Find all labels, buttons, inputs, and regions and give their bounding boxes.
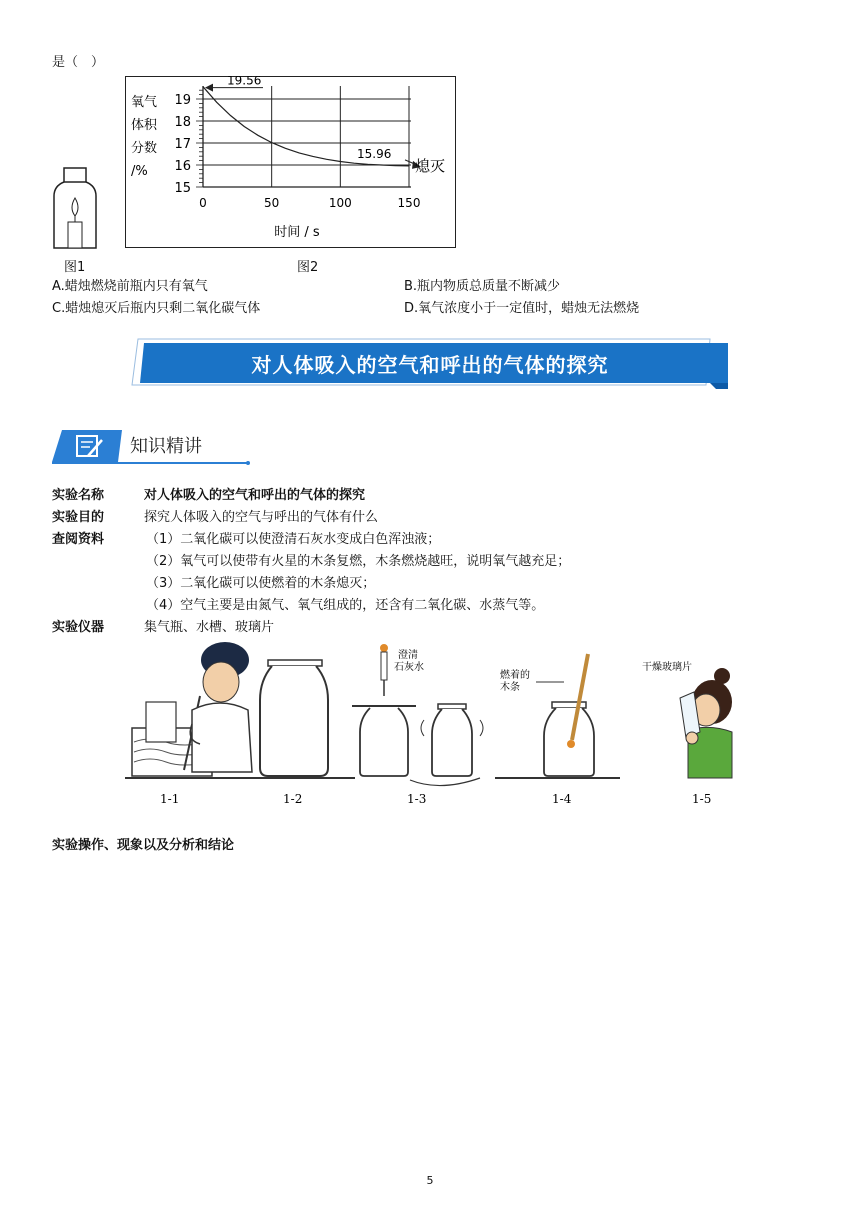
illustration-1-4 [495, 654, 620, 778]
candle-bottle-figure [50, 160, 100, 255]
x-tick-label: 150 [397, 196, 421, 210]
reference-item: （2）氧气可以使带有火星的木条复燃，木条燃烧越旺，说明氧气越充足； [146, 554, 571, 569]
apparatus-label: 实验仪器 [52, 620, 105, 635]
y-tick-label: 18 [174, 115, 191, 130]
option-b: B.瓶内物质总质量不断减少 [404, 279, 561, 294]
illustration-1-5 [642, 660, 732, 778]
subsection-title: 知识精讲 [130, 436, 202, 457]
page-number: 5 [426, 1174, 434, 1187]
x-tick-label: 100 [328, 196, 352, 210]
limewater-label: 石灰水 [394, 662, 424, 673]
illustration-caption: 1-4 [552, 792, 572, 806]
experiment-name-label: 实验名称 [52, 488, 105, 503]
y-axis-label-line: /% [131, 164, 148, 179]
y-tick-label: 15 [174, 181, 191, 196]
experiment-name-value: 对人体吸入的空气和呼出的气体的探究 [144, 488, 366, 503]
y-axis-label-line: 分数 [131, 141, 158, 156]
section-title: 对人体吸入的空气和呼出的气体的探究 [251, 353, 609, 377]
burning-stick-label: 木条 [500, 682, 520, 693]
reference-item: （1）二氧化碳可以使澄清石灰水变成白色浑浊液； [146, 532, 441, 547]
reference-label: 查阅资料 [52, 532, 105, 547]
burning-stick-label: 燃着的 [500, 670, 530, 681]
operations-heading: 实验操作、现象以及分析和结论 [52, 838, 235, 853]
illustration-1-3 [352, 644, 483, 786]
question-tail: 是（ ） [52, 55, 105, 70]
illustration-caption: 1-1 [160, 792, 180, 806]
experiment-purpose-value: 探究人体吸入的空气与呼出的气体有什么 [144, 510, 379, 525]
section-banner [130, 337, 730, 389]
figure-1-label: 图1 [64, 260, 86, 275]
illustration-caption: 1-5 [692, 792, 712, 806]
option-d: D.氧气浓度小于一定值时，蜡烛无法燃烧 [404, 301, 640, 316]
experiment-illustrations [120, 640, 750, 815]
x-axis-label: 时间 / s [274, 225, 320, 240]
end-value-label: 15.96 [357, 146, 392, 161]
x-tick-label: 50 [264, 196, 280, 210]
x-tick-label: 0 [199, 196, 207, 210]
oxygen-chart [125, 76, 456, 248]
option-c: C.蜡烛熄灭后瓶内只剩二氧化碳气体 [52, 301, 261, 316]
illustration-caption: 1-2 [283, 792, 303, 806]
experiment-purpose-label: 实验目的 [52, 510, 105, 525]
apparatus-value: 集气瓶、水槽、玻璃片 [144, 620, 275, 635]
figure-2-label: 图2 [297, 260, 319, 275]
y-tick-label: 19 [174, 93, 191, 108]
start-value-label: 19.56 [227, 76, 262, 88]
y-tick-label: 16 [174, 159, 191, 174]
option-a: A.蜡烛燃烧前瓶内只有氧气 [52, 279, 208, 294]
dry-glass-label: 干燥玻璃片 [642, 662, 692, 673]
reference-item: （3）二氧化碳可以使燃着的木条熄灭； [146, 576, 376, 591]
illustration-caption: 1-3 [407, 792, 427, 806]
extinguished-label: 熄灭 [415, 156, 446, 175]
y-axis-label-line: 氧气 [131, 95, 158, 110]
limewater-label: 澄清 [398, 650, 418, 661]
illustration-1-2 [260, 660, 328, 776]
y-axis-label-line: 体积 [131, 118, 158, 133]
y-tick-label: 17 [174, 137, 191, 152]
reference-item: （4）空气主要是由氮气、氧气组成的，还含有二氧化碳、水蒸气等。 [146, 598, 545, 613]
